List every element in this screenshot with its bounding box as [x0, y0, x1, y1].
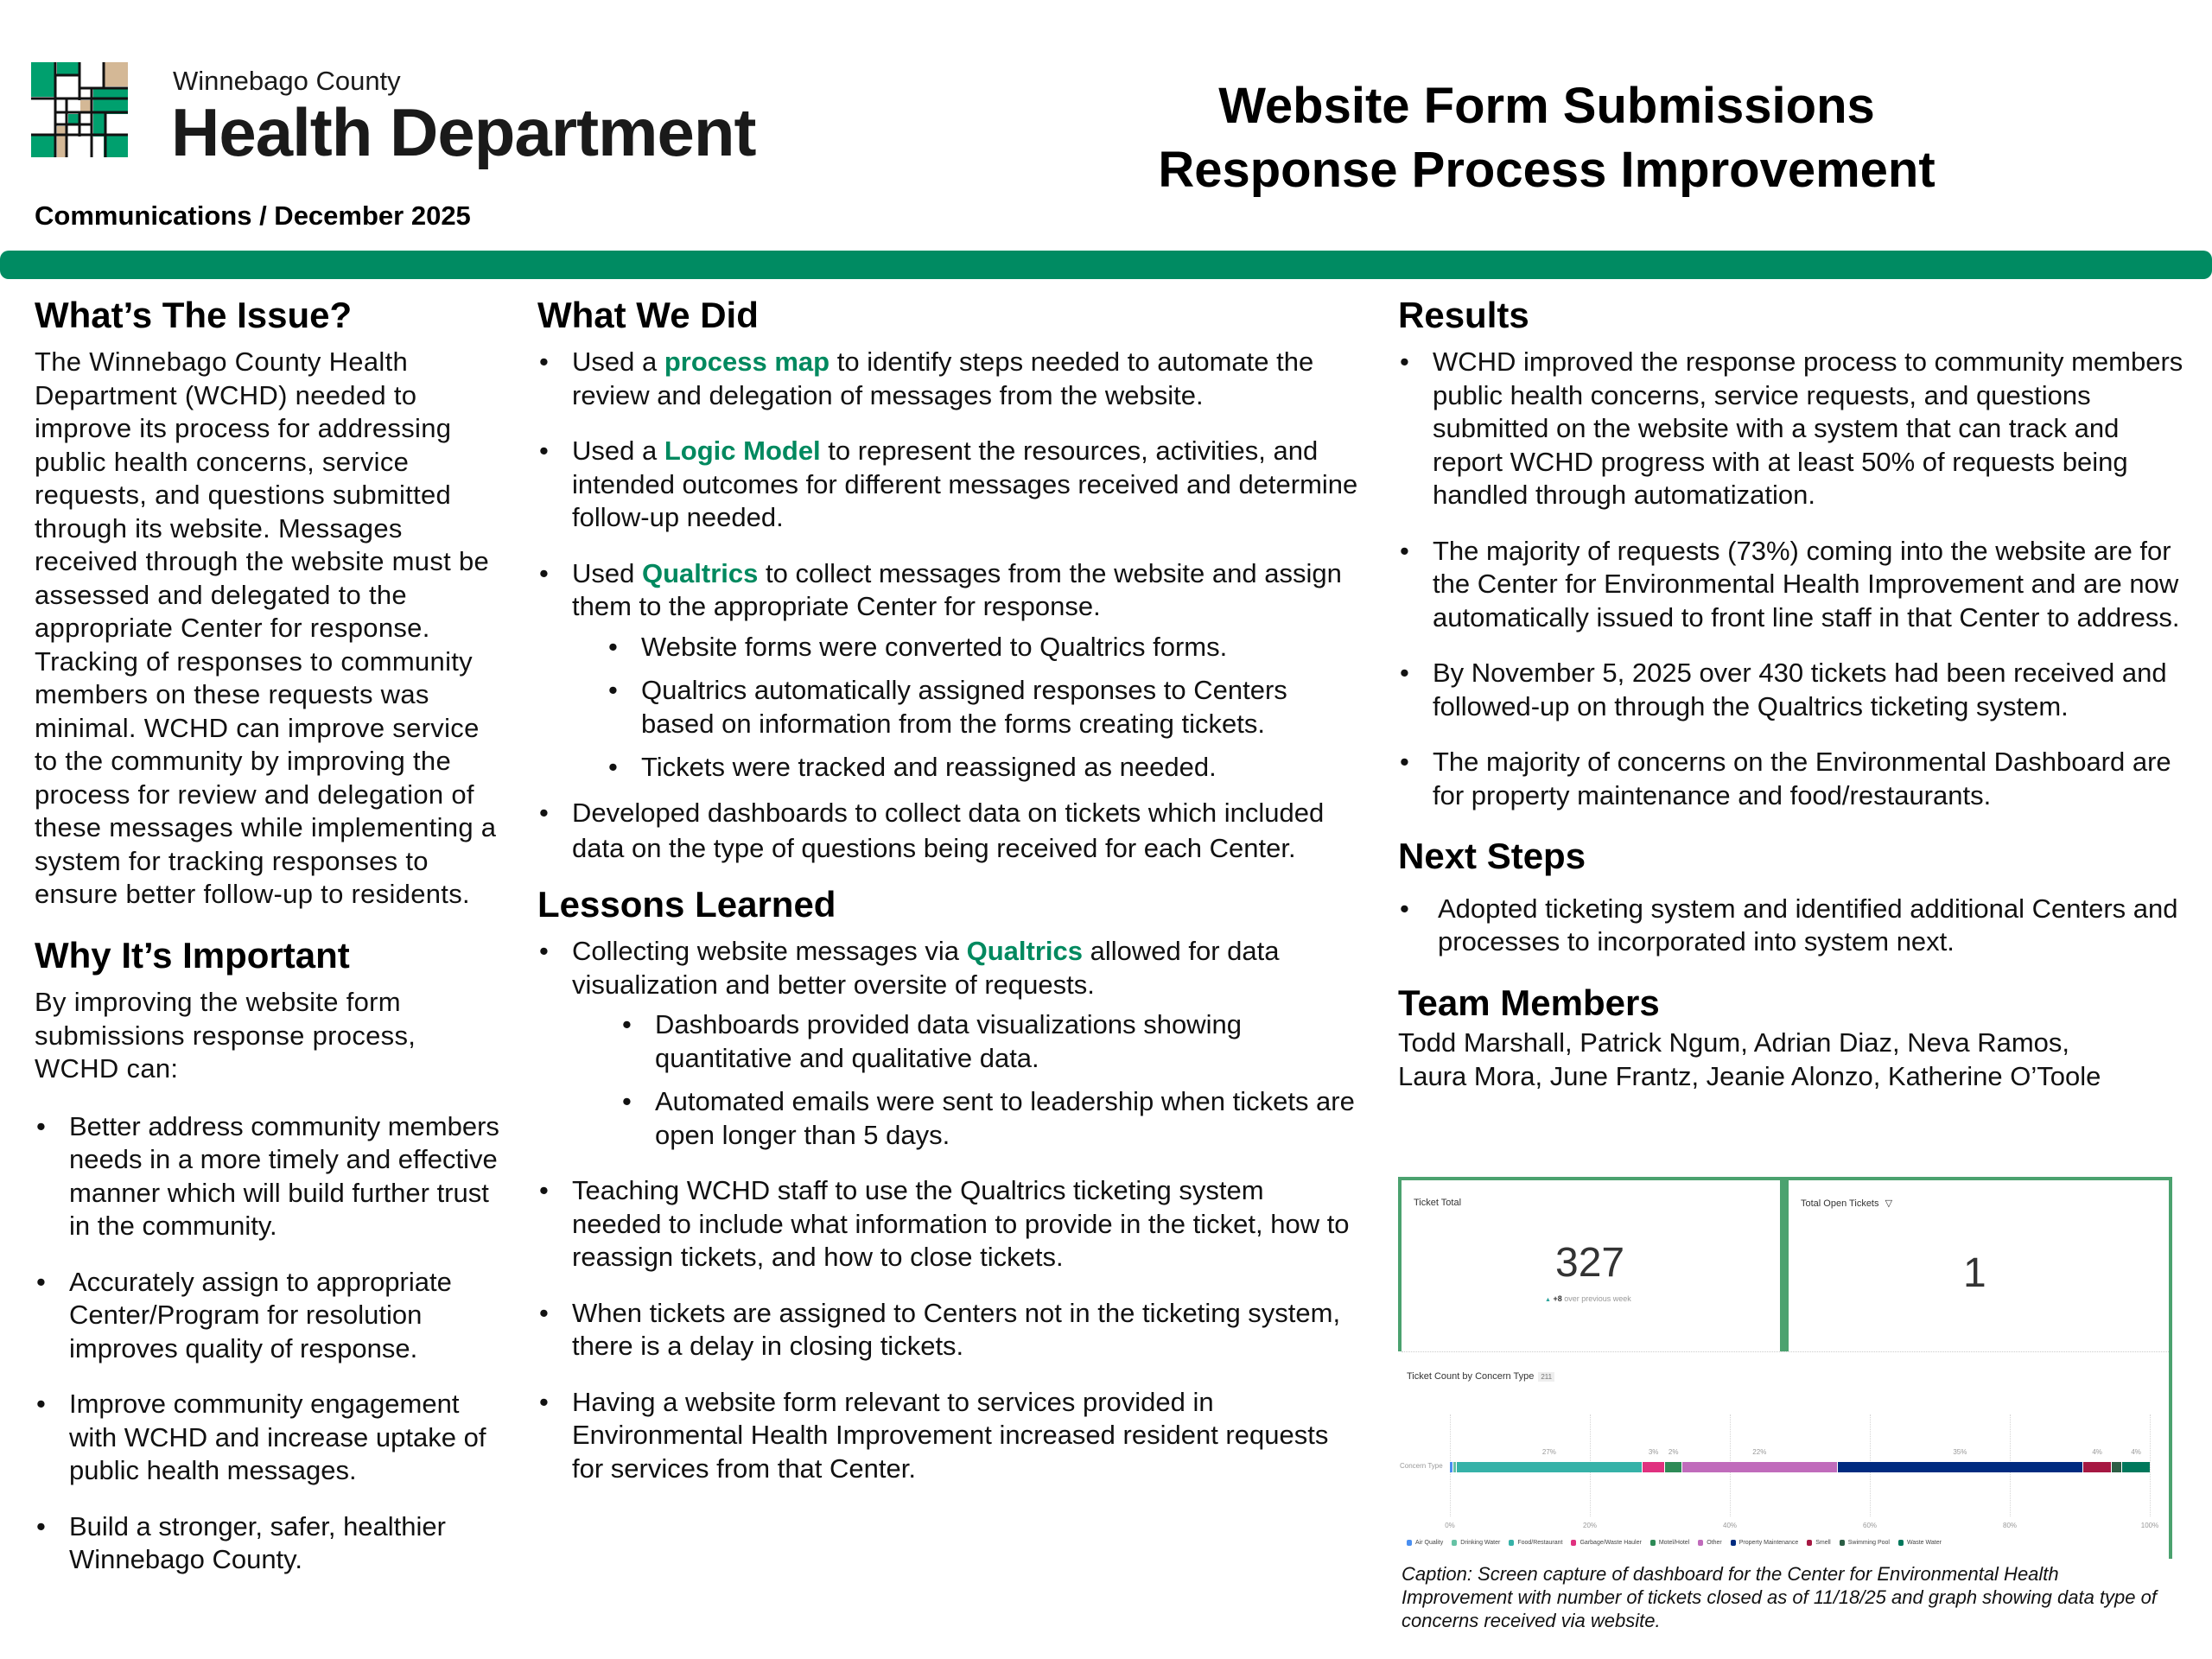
legend-item[interactable]: [1509, 1540, 1562, 1546]
logic-model-highlight: Logic Model: [664, 435, 821, 467]
ticket-total-label: Ticket Total: [1414, 1198, 1462, 1208]
ticket-total-value: 327: [1555, 1240, 1625, 1286]
sub-list-item: • Automated emails were sent to leadership when tickets are open longer than 5 days.: [620, 1085, 1358, 1152]
legend-item[interactable]: [1650, 1540, 1689, 1546]
page-title-line1: Website Form Submissions: [1218, 78, 1875, 134]
x-tick: 40%: [1722, 1522, 1738, 1529]
lessons-sublist: [537, 1008, 1358, 1152]
open-tickets-value: 1: [1963, 1250, 1986, 1296]
importance-heading: Why It’s Important: [35, 934, 350, 976]
next-steps-section: [1398, 835, 2184, 958]
text: allowed for data visualization and better oversite of requests.: [572, 936, 1280, 1000]
dashboard-caption: Caption: Screen capture of dashboard for the Center for Environmental Health Improvement with number of tickets closed as of 11/18/25 and graph showing data type of concerns received via website.: [1402, 1563, 2157, 1631]
x-tick: 100%: [2140, 1522, 2159, 1529]
legend-label: Waste Water: [1907, 1540, 1942, 1546]
results-section: [1398, 294, 2184, 812]
list-item: • The majority of concerns on the Environmental Dashboard are for property maintenance and food/restaurants.: [1398, 746, 2184, 812]
sub-list-item: • Dashboards provided data visualizations showing quantitative and qualitative data.: [620, 1008, 1358, 1075]
ticket-delta: [1545, 1294, 1631, 1303]
x-tick: 60%: [1862, 1522, 1878, 1529]
open-tickets-label-text: Total Open Tickets: [1801, 1198, 1879, 1209]
dashboard-card-divider: [1780, 1177, 1789, 1351]
x-tick: 0%: [1445, 1522, 1455, 1529]
bar-segment-garbage[interactable]: [1643, 1448, 1666, 1472]
middle-column: [537, 294, 1358, 1508]
page-title: [1123, 74, 1970, 202]
legend-item[interactable]: [1571, 1540, 1641, 1546]
legend-swatch-icon: [1452, 1540, 1457, 1546]
list-item: [537, 935, 1358, 1152]
team-section: [1398, 982, 2184, 1093]
segment-label: 4%: [2092, 1448, 2102, 1456]
sub-list-item: • Website forms were converted to Qualtrics forms.: [607, 631, 1358, 664]
text: to collect messages from the website and assign them to the appropriate Center for response.: [572, 557, 1342, 622]
chart-title: [1407, 1371, 1554, 1382]
legend-swatch-icon: [1509, 1540, 1514, 1546]
text: Used a: [572, 435, 664, 467]
segment-label: 4%: [2131, 1448, 2141, 1456]
list-item: • Better address community members needs in a more timely and effective manner which will build further trust in the community.: [35, 1110, 505, 1243]
department-date-line: Communications / December 2025: [35, 200, 471, 231]
sub-list-item: • Tickets were tracked and reassigned as needed.: [607, 751, 1358, 785]
next-steps-list: [1398, 893, 2184, 959]
bar-segment-other[interactable]: [1682, 1448, 1838, 1472]
left-column: [35, 294, 505, 1599]
y-axis-label: Concern Type: [1400, 1462, 1443, 1470]
importance-list: [35, 1110, 505, 1577]
legend-label: Food/Restaurant: [1517, 1540, 1563, 1546]
legend-swatch-icon: [1840, 1540, 1845, 1546]
wchd-logo-icon: [31, 62, 128, 157]
text: to identify steps needed to automate the review and delegation of messages from the website.: [572, 346, 1314, 410]
issue-heading: What’s The Issue?: [35, 295, 353, 335]
bar-segment-waste-water[interactable]: [2122, 1448, 2150, 1472]
gridline: [2150, 1414, 2151, 1516]
segment-label: 27%: [1541, 1448, 1556, 1456]
what-we-did-section: [537, 294, 1358, 866]
lessons-list: [537, 935, 1358, 1485]
sub-list-item: • Qualtrics automatically assigned responses to Centers based on information from the forms creating tickets.: [607, 674, 1358, 741]
bar-segment-food-restaurant[interactable]: [1457, 1448, 1643, 1472]
what-we-did-sublist: [537, 631, 1358, 785]
legend-item[interactable]: [1898, 1540, 1942, 1546]
bar-segment-swimming-pool[interactable]: [2112, 1462, 2122, 1472]
delta-text: over previous week: [1561, 1294, 1631, 1303]
lessons-heading: Lessons Learned: [537, 883, 836, 925]
legend-label: Garbage/Waste Hauler: [1580, 1540, 1642, 1546]
segment-label: 35%: [1953, 1448, 1967, 1456]
legend-label: Motel/Hotel: [1658, 1540, 1690, 1546]
delta-value: +8: [1553, 1294, 1562, 1303]
text: Used: [572, 557, 642, 588]
list-item: • WCHD improved the response process to community members public health concerns, service requests, and questions submitted on the website with a system that can track and report WCHD progress with at least 50% of requests being handled through automatization.: [1398, 346, 2184, 512]
list-item: • Build a stronger, safer, healthier Winnebago County.: [35, 1510, 505, 1577]
stacked-bar-chart: [1400, 1414, 2159, 1529]
results-list: [1398, 346, 2184, 812]
issue-section: [35, 294, 505, 912]
legend-swatch-icon: [1807, 1540, 1812, 1546]
list-item: • The majority of requests (73%) coming into the website are for the Center for Environmental Health Improvement and are now automatically issued to front line staff in that Center to address.: [1398, 535, 2184, 635]
segment-label: 3%: [1648, 1448, 1659, 1456]
lessons-section: [537, 883, 1358, 1485]
list-item: • Having a website form relevant to services provided in Environmental Health Improvement increased resident requests for services from that Center.: [537, 1386, 1358, 1486]
list-item: [537, 346, 1358, 412]
stacked-bar: [1450, 1448, 2150, 1472]
org-subtitle: Winnebago County: [173, 66, 401, 96]
x-tick: 80%: [2002, 1522, 2018, 1529]
legend-label: Drinking Water: [1460, 1540, 1501, 1546]
what-we-did-list: [537, 346, 1358, 866]
process-map-highlight: process map: [664, 346, 830, 378]
chart-count-badge: 211: [1538, 1372, 1554, 1382]
legend-swatch-icon: [1407, 1540, 1412, 1546]
right-column: [1398, 294, 2184, 1093]
list-item: • Improve community engagement with WCHD and increase uptake of public health messages.: [35, 1388, 505, 1488]
dashboard-border: [1398, 1177, 1402, 1351]
list-item: • By November 5, 2025 over 430 tickets had been received and followed-up on through the Qualtrics ticketing system.: [1398, 657, 2184, 723]
page-title-line2: Response Process Improvement: [1158, 142, 1936, 198]
dashboard-screenshot: [1398, 1177, 2172, 1559]
list-item: [537, 435, 1358, 535]
legend-label: Air Quality: [1415, 1540, 1444, 1546]
list-item: • When tickets are assigned to Centers not in the ticketing system, there is a delay in closing tickets.: [537, 1297, 1358, 1363]
team-heading: Team Members: [1398, 982, 1660, 1023]
legend-item[interactable]: [1807, 1540, 1831, 1546]
list-item: • Teaching WCHD staff to use the Qualtrics ticketing system needed to include what information to provide in the ticket, how to reassign tickets, and how to close tickets.: [537, 1174, 1358, 1274]
segment-label: 22%: [1752, 1448, 1767, 1456]
list-item: • Developed dashboards to collect data on tickets which included data on the type of questions being received for each Center.: [537, 795, 1358, 866]
list-item: [537, 557, 1358, 785]
qualtrics-highlight: Qualtrics: [641, 557, 759, 588]
list-item: • Accurately assign to appropriate Center/Program for resolution improves quality of response.: [35, 1266, 505, 1366]
legend-swatch-icon: [1698, 1540, 1703, 1546]
chart-legend: [1407, 1540, 1942, 1546]
dashboard-border: [2169, 1177, 2172, 1559]
dashboard-separator: [1402, 1351, 2169, 1352]
legend-item[interactable]: [1840, 1540, 1890, 1546]
legend-swatch-icon: [1571, 1540, 1576, 1546]
results-heading: Results: [1398, 295, 1529, 335]
legend-item[interactable]: [1452, 1540, 1500, 1546]
importance-section: [35, 934, 505, 1577]
legend-item[interactable]: [1407, 1540, 1443, 1546]
x-tick: 20%: [1582, 1522, 1598, 1529]
segment-label: 2%: [1668, 1448, 1679, 1456]
list-item: • Adopted ticketing system and identified additional Centers and processes to incorporated into system next.: [1398, 893, 2184, 959]
text: Used a: [572, 346, 664, 378]
bar-segment-motel-hotel[interactable]: [1665, 1448, 1681, 1472]
filter-icon[interactable]: ▽: [1885, 1198, 1893, 1209]
legend-label: Swimming Pool: [1847, 1540, 1890, 1546]
up-arrow-icon: ▲: [1545, 1297, 1551, 1303]
header-divider-bar: [0, 251, 2212, 279]
legend-item[interactable]: [1731, 1540, 1798, 1546]
bar-segment-smell[interactable]: [2083, 1448, 2112, 1472]
legend-item[interactable]: [1698, 1540, 1722, 1546]
open-tickets-label: [1801, 1198, 1892, 1209]
legend-swatch-icon: [1731, 1540, 1736, 1546]
legend-label: Other: [1707, 1540, 1722, 1546]
team-members-line1: Todd Marshall, Patrick Ngum, Adrian Diaz, Neva Ramos,: [1398, 1027, 2070, 1058]
what-we-did-heading: What We Did: [537, 295, 759, 335]
chart-title-text: Ticket Count by Concern Type: [1407, 1371, 1535, 1382]
legend-swatch-icon: [1898, 1540, 1904, 1546]
text: to represent the resources, activities, and intended outcomes for different messages received and determine follow-up needed.: [572, 435, 1358, 533]
qualtrics-highlight: Qualtrics: [966, 936, 1083, 967]
team-members-line2: Laura Mora, June Frantz, Jeanie Alonzo, Katherine O’Toole: [1398, 1060, 2101, 1091]
legend-label: Smell: [1815, 1540, 1831, 1546]
next-steps-heading: Next Steps: [1398, 836, 1586, 877]
importance-intro: By improving the website form submissions response process, WCHD can:: [35, 987, 416, 1084]
legend-swatch-icon: [1650, 1540, 1656, 1546]
org-name: Health Department: [171, 94, 756, 170]
text: Collecting website messages via: [572, 936, 967, 967]
issue-text: The Winnebago County Health Department (WCHD) needed to improve its process for addressing public health concerns, service requests, and questions submitted through its website. Messages received through the website must be assessed and delegated to the appropriate Center for response. Tracking of responses to community members on these requests was minimal. WCHD can improve service to the community by improving the process for review and delegation of these messages while implementing a system for tracking responses to ensure better follow-up to residents.: [35, 346, 497, 910]
bar-segment-property-maintenance[interactable]: [1838, 1448, 2083, 1472]
legend-label: Property Maintenance: [1738, 1540, 1799, 1546]
